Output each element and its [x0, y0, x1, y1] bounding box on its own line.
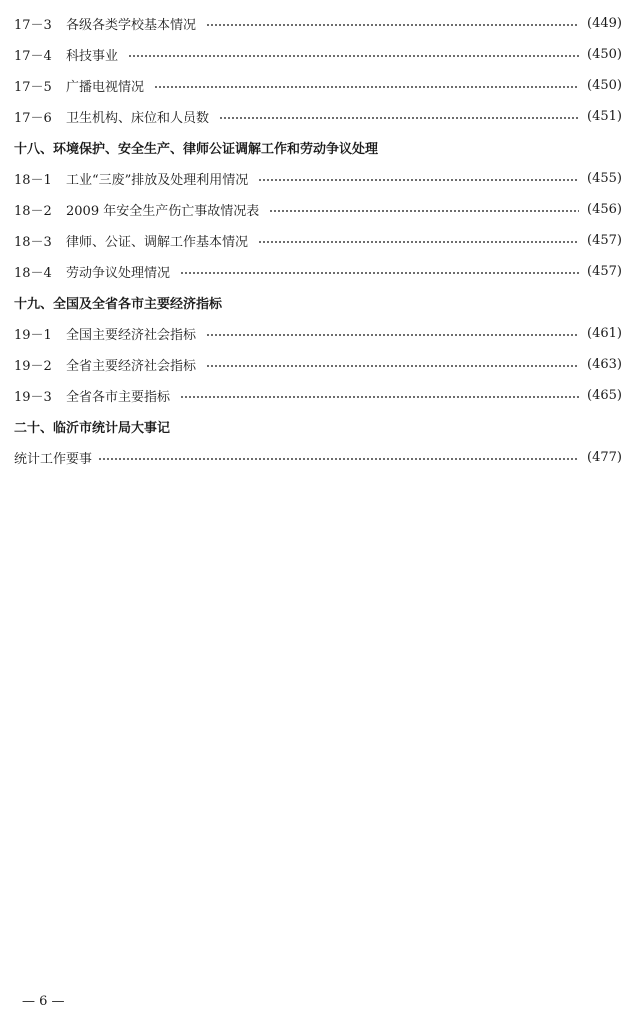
- entry-number: 17－3: [14, 18, 52, 33]
- toc-entry-19-1[interactable]: [14, 318, 622, 349]
- dot-leader: [98, 458, 579, 460]
- entry-number: 18－3: [14, 235, 52, 250]
- dot-leader: [180, 272, 579, 274]
- entry-page: (463): [587, 357, 622, 372]
- dot-leader: [258, 241, 579, 243]
- entry-page: (477): [587, 450, 622, 465]
- toc-entry-19-2[interactable]: [14, 349, 622, 380]
- entry-page: (457): [587, 233, 622, 248]
- toc-entry-17-6[interactable]: [14, 101, 622, 132]
- entry-title: 律师、公证、调解工作基本情况: [66, 235, 249, 250]
- dot-leader: [154, 86, 579, 88]
- dot-leader: [206, 24, 579, 26]
- entry-number: 19－3: [14, 390, 52, 405]
- entry-page: (449): [587, 16, 622, 31]
- dot-leader: [206, 334, 579, 336]
- table-of-contents: [14, 8, 622, 473]
- entry-title: 2009 年安全生产伤亡事故情况表: [66, 204, 260, 219]
- dot-leader: [219, 117, 579, 119]
- entry-page: (451): [587, 109, 622, 124]
- section-heading-18[interactable]: 十八、环境保护、安全生产、律师公证调解工作和劳动争议处理: [14, 142, 379, 157]
- entry-title: 卫生机构、床位和人员数: [66, 111, 210, 126]
- entry-number: 18－4: [14, 266, 52, 281]
- toc-entry-17-5[interactable]: [14, 70, 622, 101]
- entry-title: 统计工作要事: [14, 452, 93, 467]
- dot-leader: [180, 396, 579, 398]
- toc-entry-19-3[interactable]: [14, 380, 622, 411]
- entry-number: 19－1: [14, 328, 52, 343]
- toc-entry-17-3[interactable]: [14, 8, 622, 39]
- entry-page: (465): [587, 388, 622, 403]
- toc-entry-17-4[interactable]: [14, 39, 622, 70]
- entry-page: (457): [587, 264, 622, 279]
- entry-page: (456): [587, 202, 622, 217]
- dot-leader: [206, 365, 579, 367]
- toc-entry-statistics-events[interactable]: [14, 442, 622, 473]
- entry-title: 劳动争议处理情况: [66, 266, 171, 281]
- entry-number: 17－4: [14, 49, 52, 64]
- entry-number: 18－2: [14, 204, 52, 219]
- section-heading-19[interactable]: 十九、全国及全省各市主要经济指标: [14, 297, 223, 312]
- entry-number: 17－6: [14, 111, 52, 126]
- entry-page: (450): [587, 47, 622, 62]
- dot-leader: [269, 210, 579, 212]
- entry-number: 19－2: [14, 359, 52, 374]
- dot-leader: [258, 179, 579, 181]
- dot-leader: [128, 55, 579, 57]
- entry-title: 全省主要经济社会指标: [66, 359, 197, 374]
- entry-title: 各级各类学校基本情况: [66, 18, 197, 33]
- toc-entry-18-3[interactable]: [14, 225, 622, 256]
- entry-title: 广播电视情况: [66, 80, 145, 95]
- toc-entry-18-4[interactable]: [14, 256, 622, 287]
- entry-title: 科技事业: [66, 49, 119, 64]
- page-number: — 6 —: [22, 994, 65, 1009]
- section-heading-20[interactable]: 二十、临沂市统计局大事记: [14, 421, 171, 436]
- entry-number: 18－1: [14, 173, 52, 188]
- entry-page: (450): [587, 78, 622, 93]
- entry-title: 全国主要经济社会指标: [66, 328, 197, 343]
- entry-number: 17－5: [14, 80, 52, 95]
- toc-entry-18-1[interactable]: [14, 163, 622, 194]
- entry-title: 工业“三废”排放及处理利用情况: [66, 173, 249, 188]
- entry-page: (455): [587, 171, 622, 186]
- entry-page: (461): [587, 326, 622, 341]
- toc-entry-18-2[interactable]: [14, 194, 622, 225]
- entry-title: 全省各市主要指标: [66, 390, 171, 405]
